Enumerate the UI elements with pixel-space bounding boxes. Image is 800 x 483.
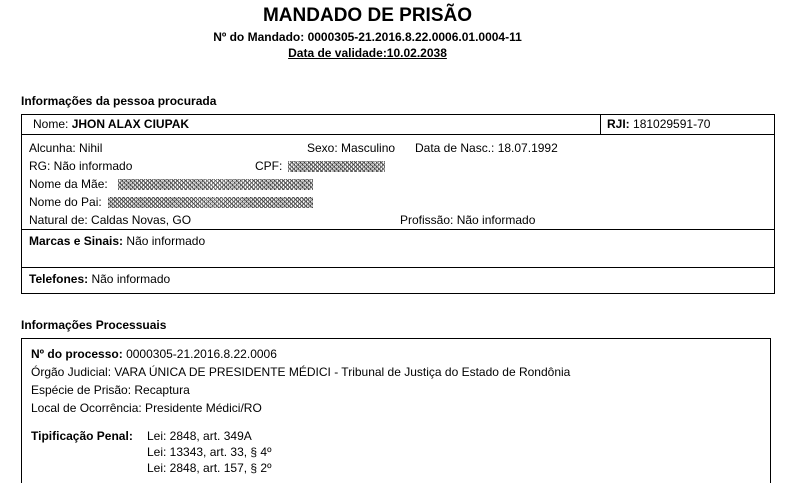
cpf-label: CPF: (255, 159, 283, 173)
profissao: Profissão: Não informado (400, 213, 536, 227)
pai-label: Nome do Pai: (29, 195, 102, 209)
telefones-label: Telefones: (29, 272, 89, 286)
orgao-judicial: Órgão Judicial: VARA ÚNICA DE PRESIDENTE MÉDICI - Tribunal de Justiça do Estado de Rondônia (31, 365, 571, 379)
mae-label: Nome da Mãe: (29, 177, 108, 191)
redacted-cpf (288, 161, 385, 172)
telefones-field (29, 272, 170, 286)
tipificacao-item: Lei: 2848, art. 349A (147, 429, 252, 443)
redacted-pai (108, 197, 313, 208)
divider (600, 114, 601, 134)
marcas-value: Não informado (126, 234, 206, 248)
alcunha: Alcunha: Nihil (29, 141, 103, 155)
warrant-number: Nº do Mandado: 0000305-21.2016.8.22.0006.01.0004-11 (213, 30, 522, 44)
document-title: MANDADO DE PRISÃO (262, 5, 472, 26)
local-ocorrencia: Local de Ocorrência: Presidente Médici/RO (31, 401, 262, 415)
divider (21, 229, 775, 230)
name-field (33, 117, 189, 131)
sexo: Sexo: Masculino (307, 141, 396, 155)
processo-label: Nº do processo: (31, 347, 123, 361)
marcas-label: Marcas e Sinais: (29, 234, 124, 248)
rji-value: 181029591-70 (633, 117, 711, 131)
name-value: JHON ALAX CIUPAK (71, 117, 190, 131)
name-label: Nome: (33, 117, 69, 131)
tipificacao-item: Lei: 13343, art. 33, § 4º (147, 445, 272, 459)
tipificacao-label: Tipificação Penal: (31, 429, 133, 443)
especie-prisao: Espécie de Prisão: Recaptura (31, 383, 190, 397)
processo-value: 0000305-21.2016.8.22.0006 (126, 347, 277, 361)
rji-field (607, 117, 710, 131)
marcas-field (29, 234, 205, 248)
person-section-heading: Informações da pessoa procurada (21, 94, 217, 108)
rji-label: RJI: (607, 117, 630, 131)
process-section-heading: Informações Processuais (21, 318, 167, 332)
natural: Natural de: Caldas Novas, GO (29, 213, 192, 227)
tipificacao-item: Lei: 2848, art. 157, § 2º (147, 461, 272, 475)
rg: RG: Não informado (29, 159, 133, 173)
divider (21, 134, 775, 135)
validity-date: Data de validade:10.02.2038 (288, 46, 447, 60)
processo-field (31, 347, 277, 361)
divider (21, 267, 775, 268)
data-nascimento: Data de Nasc.: 18.07.1992 (415, 141, 558, 155)
redacted-mae (118, 179, 313, 190)
telefones-value: Não informado (91, 272, 171, 286)
